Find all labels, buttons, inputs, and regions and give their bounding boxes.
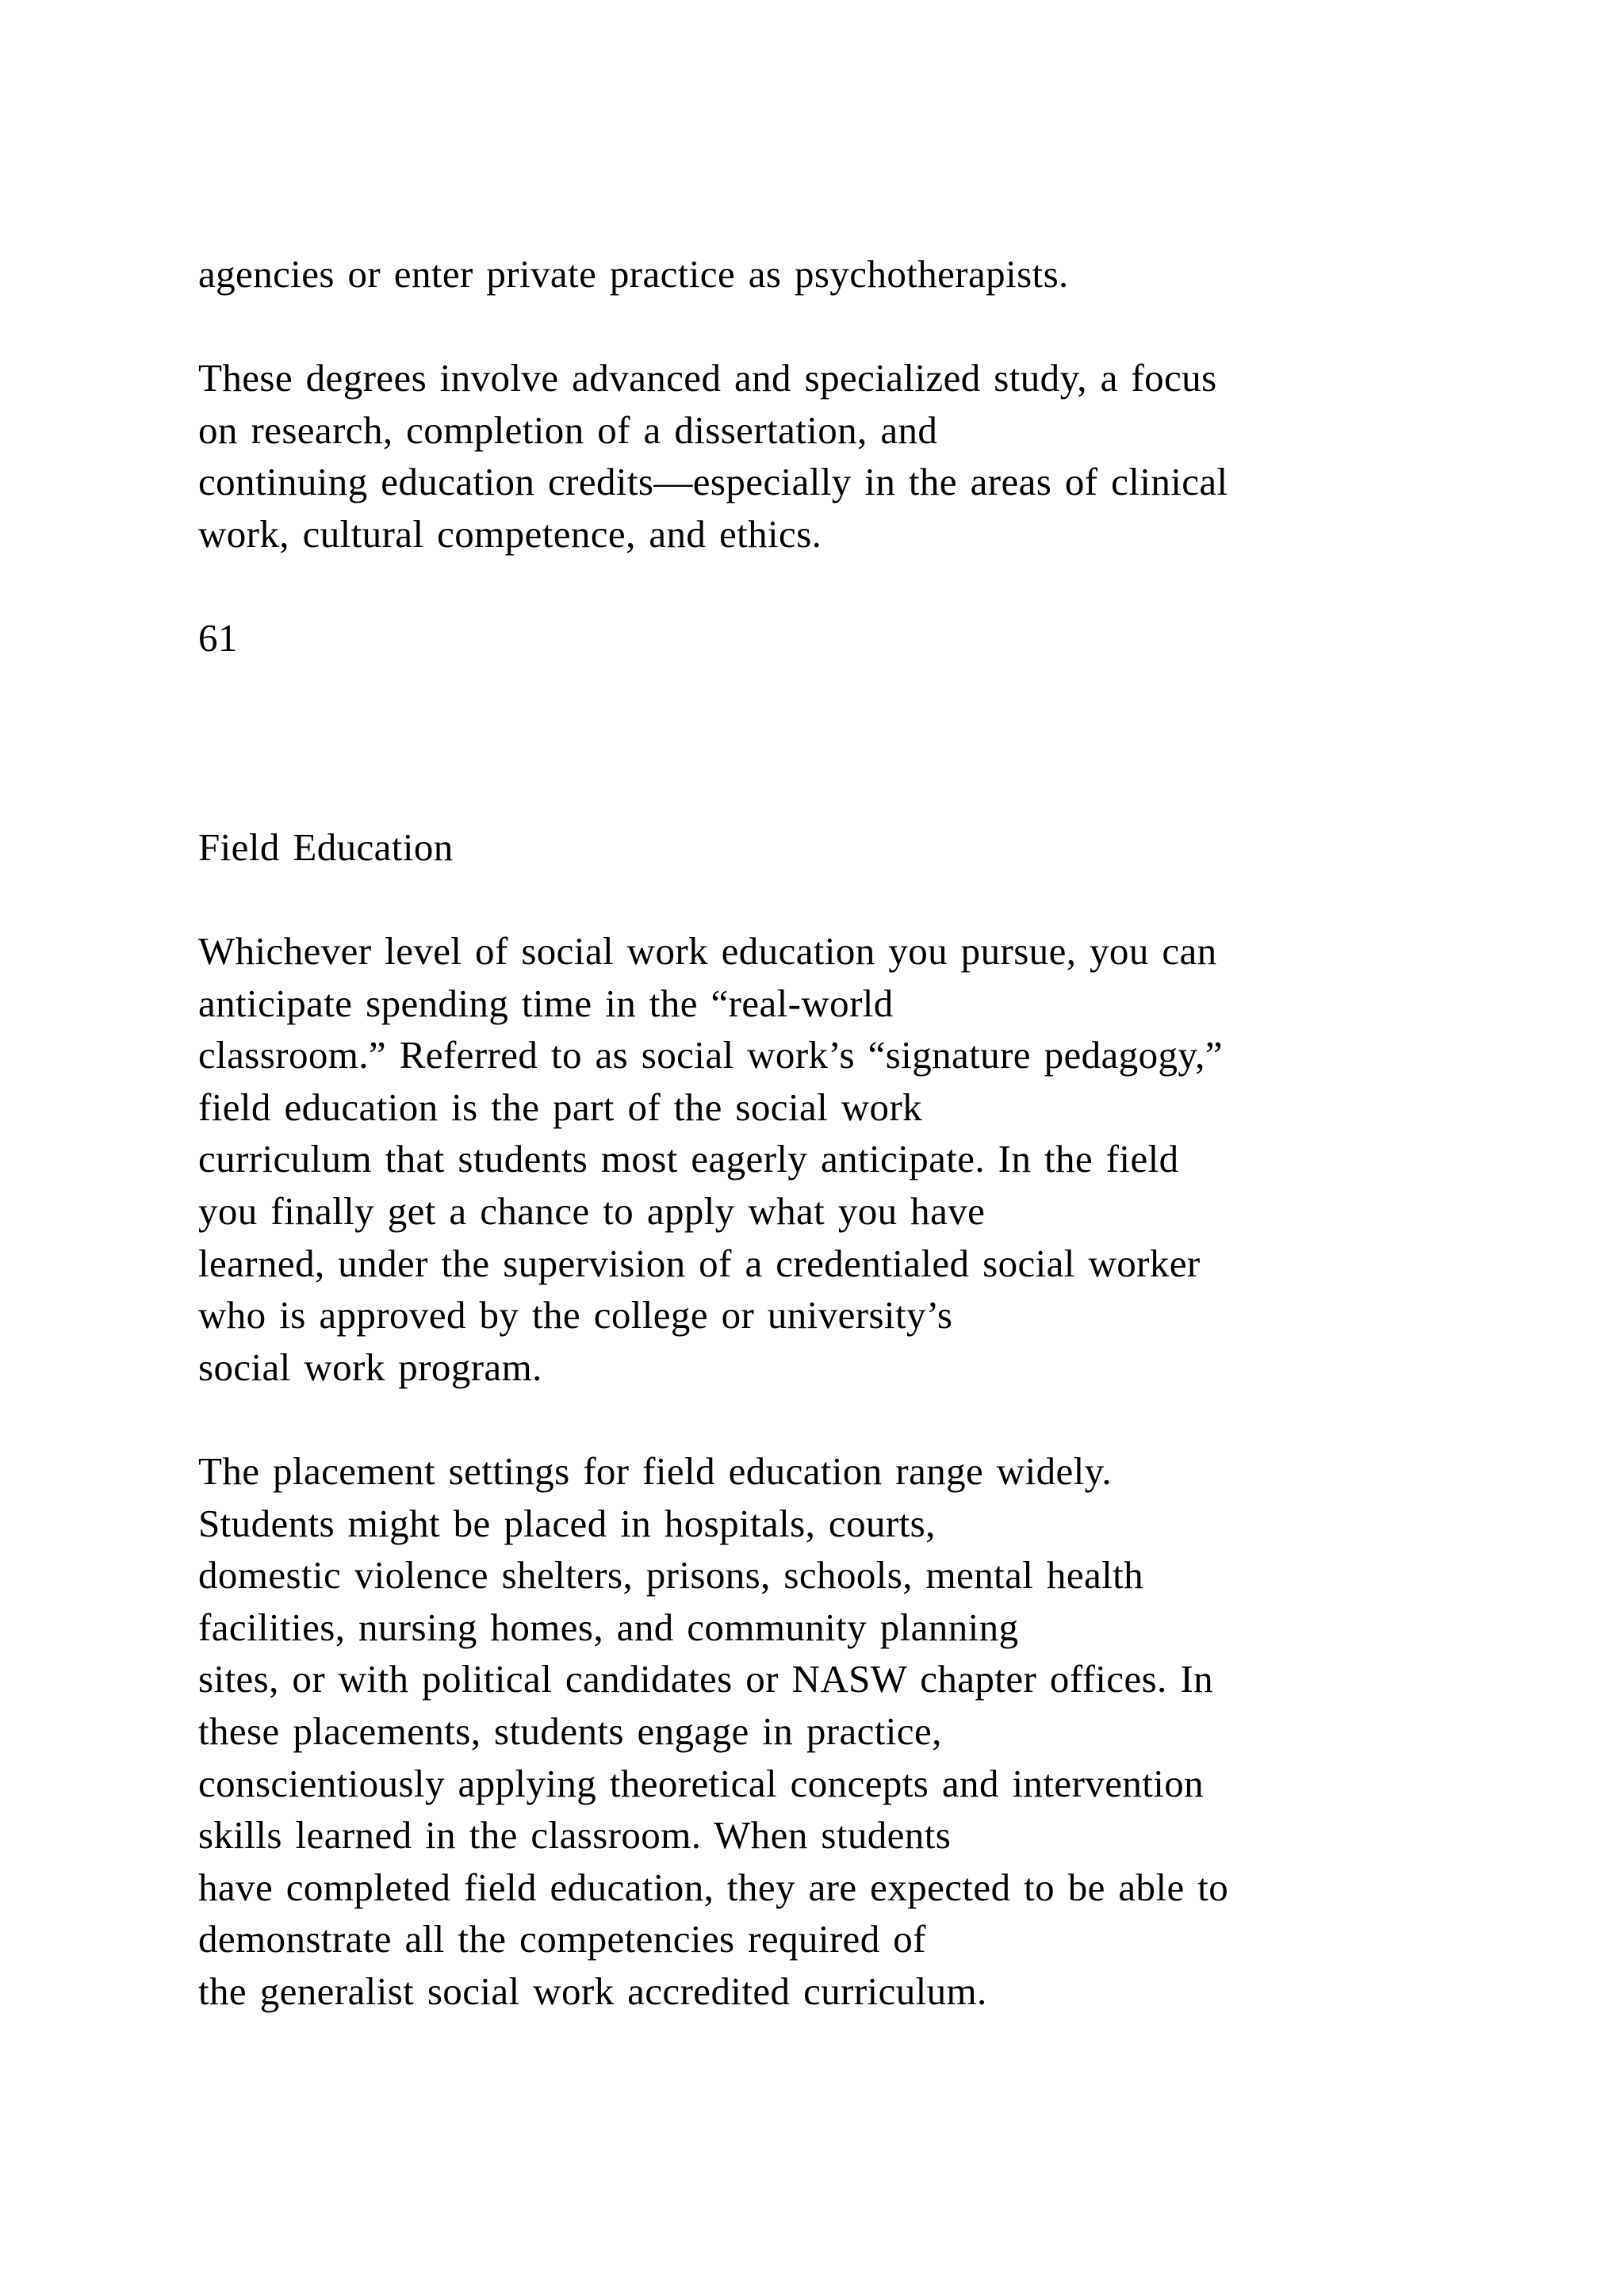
text-line: domestic violence shelters, prisons, schools, mental health (198, 1553, 1144, 1598)
text-line: These degrees involve advanced and specialized study, a focus (198, 356, 1217, 400)
text-line: conscientiously applying theoretical concepts and intervention (198, 1761, 1205, 1805)
text-line: The placement settings for field education range widely. (198, 1449, 1113, 1493)
section-heading (198, 821, 454, 874)
text-line: field education is the part of the social work (198, 1085, 923, 1129)
page-number (198, 612, 238, 664)
text-line: these placements, students engage in practice, (198, 1709, 942, 1753)
text-line: the generalist social work accredited curriculum. (198, 1969, 987, 2013)
text-line: you finally get a chance to apply what you have (198, 1188, 986, 1233)
page-number-text: 61 (198, 616, 238, 660)
section-heading-text: Field Education (198, 825, 454, 869)
text-line: sites, or with political candidates or NASW chapter offices. In (198, 1657, 1213, 1701)
text-line: anticipate spending time in the “real-world (198, 981, 894, 1025)
text-line: facilities, nursing homes, and community planning (198, 1605, 1019, 1649)
placement-settings-paragraph (198, 1445, 1228, 2018)
text-line: curriculum that students most eagerly anticipate. In the field (198, 1137, 1179, 1181)
text-line: agencies or enter private practice as psychotherapists. (198, 252, 1069, 296)
text-line: Whichever level of social work education you pursue, you can (198, 929, 1217, 973)
intro-paragraph (198, 248, 1069, 300)
text-line: social work program. (198, 1345, 542, 1389)
text-line: demonstrate all the competencies required of (198, 1917, 926, 1961)
text-line: Students might be placed in hospitals, courts, (198, 1501, 936, 1545)
text-line: have completed field education, they are expected to be able to (198, 1865, 1229, 1909)
text-line: classroom.” Referred to as social work’s “signature pedagogy,” (198, 1033, 1223, 1077)
text-line: learned, under the supervision of a credentialed social worker (198, 1241, 1201, 1285)
degrees-paragraph (198, 352, 1228, 560)
text-line: who is approved by the college or university’s (198, 1293, 953, 1337)
field-education-paragraph (198, 925, 1223, 1393)
text-line: continuing education credits—especially in the areas of clinical (198, 460, 1228, 504)
text-line: on research, completion of a dissertation, and (198, 408, 938, 452)
text-line: work, cultural competence, and ethics. (198, 511, 822, 556)
text-line: skills learned in the classroom. When students (198, 1813, 952, 1858)
